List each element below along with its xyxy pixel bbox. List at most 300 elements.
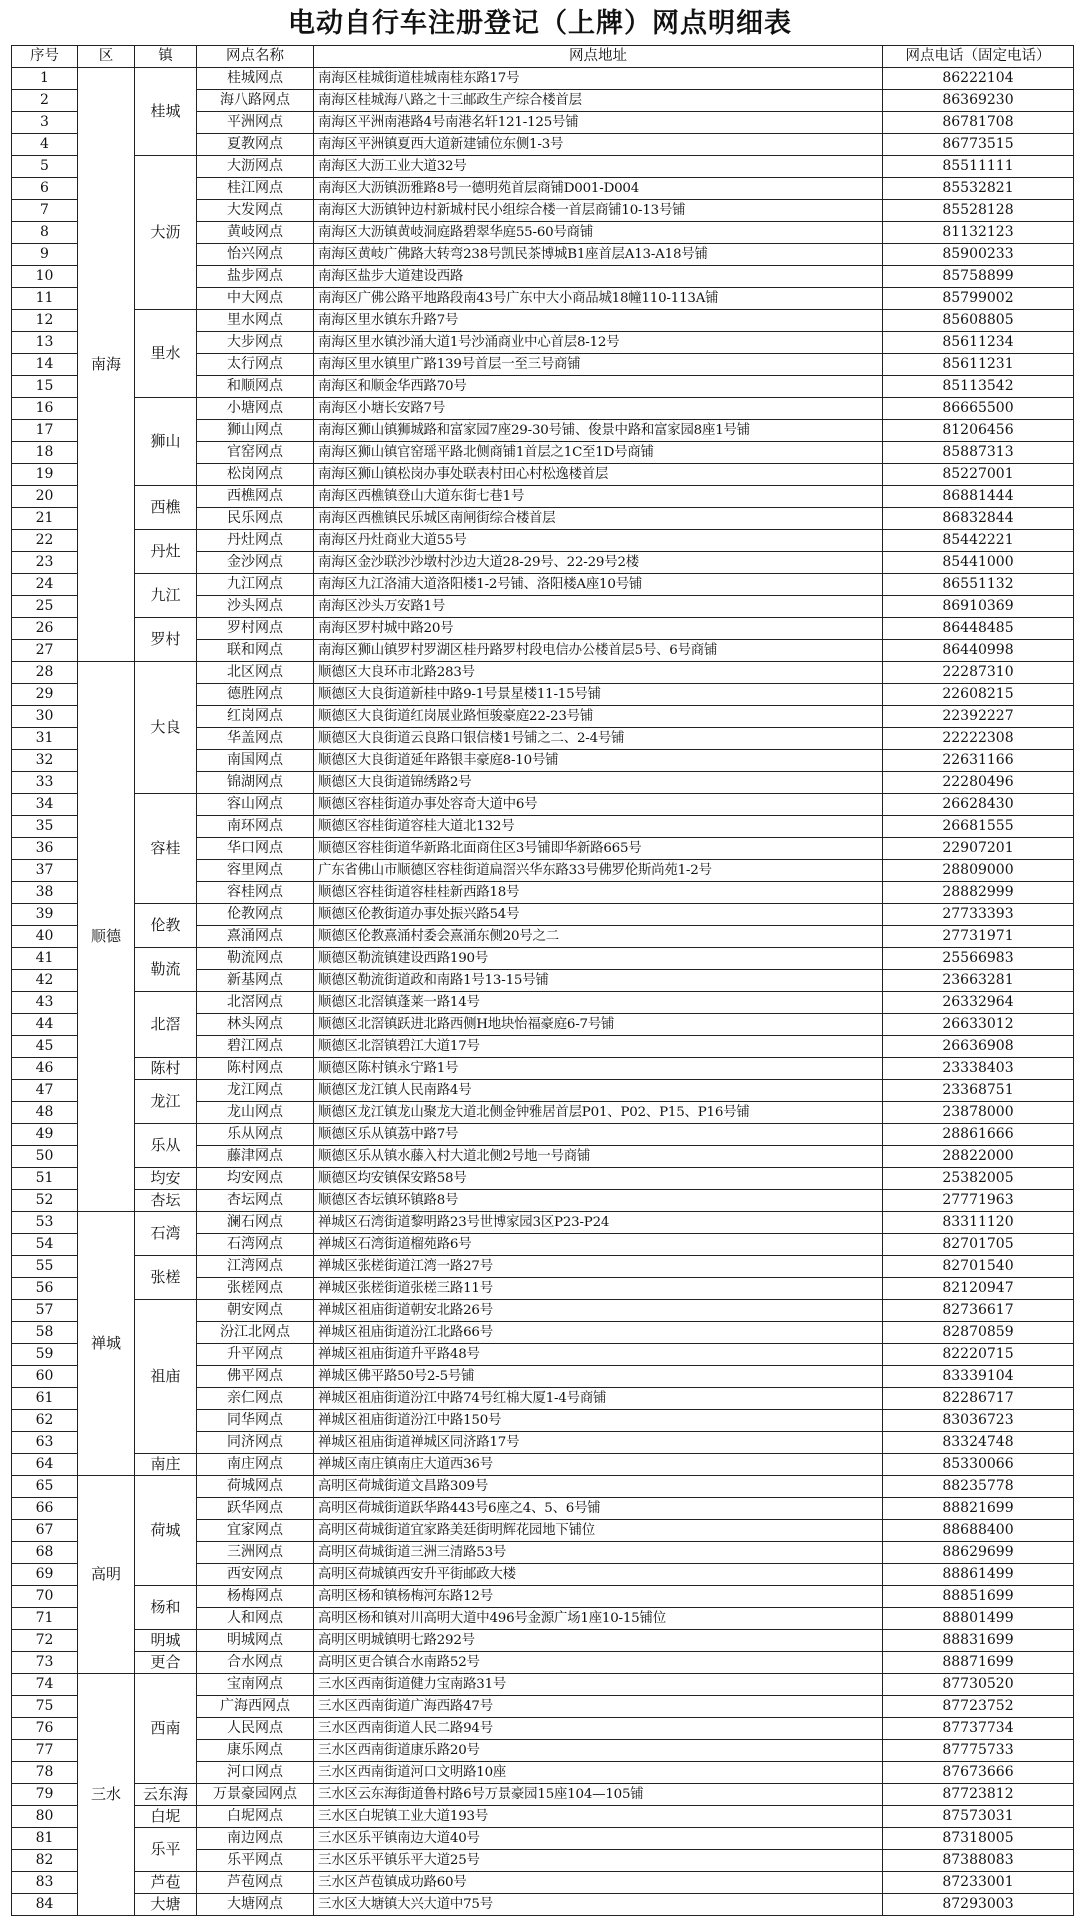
row-index: 78 — [12, 1762, 78, 1784]
outlet-phone: 88821699 — [883, 1498, 1074, 1520]
outlet-address: 南海区广佛公路平地路段南43号广东中大小商品城18幢110-113A铺 — [314, 288, 883, 310]
outlet-phone: 85330066 — [883, 1454, 1074, 1476]
outlet-phone: 85528128 — [883, 200, 1074, 222]
row-index: 11 — [12, 288, 78, 310]
outlet-address: 三水区白坭镇工业大道193号 — [314, 1806, 883, 1828]
outlet-phone: 83311120 — [883, 1212, 1074, 1234]
outlet-address: 顺德区勒流街道政和南路1号13-15号铺 — [314, 970, 883, 992]
row-index: 36 — [12, 838, 78, 860]
table-row — [12, 1674, 1074, 1696]
row-index: 28 — [12, 662, 78, 684]
outlet-phone: 87737734 — [883, 1718, 1074, 1740]
town-cell: 均安 — [135, 1168, 197, 1190]
outlet-address: 顺德区大良街道锦绣路2号 — [314, 772, 883, 794]
row-index: 68 — [12, 1542, 78, 1564]
outlet-address: 顺德区大良街道红岗展业路恒骏豪庭22-23号铺 — [314, 706, 883, 728]
outlet-phone: 25382005 — [883, 1168, 1074, 1190]
town-cell: 丹灶 — [135, 530, 197, 574]
header-town: 镇 — [135, 46, 197, 68]
outlet-name: 金沙网点 — [197, 552, 314, 574]
outlet-phone: 28822000 — [883, 1146, 1074, 1168]
row-index: 10 — [12, 266, 78, 288]
outlet-address: 顺德区杏坛镇环镇路8号 — [314, 1190, 883, 1212]
outlet-address: 禅城区张槎街道张槎三路11号 — [314, 1278, 883, 1300]
table-row — [12, 1630, 1074, 1652]
district-cell: 南海 — [78, 68, 135, 662]
outlet-address: 顺德区容桂街道办事处容奇大道中6号 — [314, 794, 883, 816]
outlet-address: 南海区大沥工业大道32号 — [314, 156, 883, 178]
outlet-address: 南海区丹灶商业大道55号 — [314, 530, 883, 552]
outlet-phone: 22280496 — [883, 772, 1074, 794]
table-row — [12, 1212, 1074, 1234]
row-index: 34 — [12, 794, 78, 816]
row-index: 55 — [12, 1256, 78, 1278]
outlet-name: 盐步网点 — [197, 266, 314, 288]
row-index: 1 — [12, 68, 78, 90]
outlet-address: 禅城区祖庙街道汾江中路74号红棉大厦1-4号商铺 — [314, 1388, 883, 1410]
outlet-name: 黄岐网点 — [197, 222, 314, 244]
outlet-address: 顺德区大良环市北路283号 — [314, 662, 883, 684]
town-cell: 龙江 — [135, 1080, 197, 1124]
outlet-phone: 82120947 — [883, 1278, 1074, 1300]
outlet-phone: 82701540 — [883, 1256, 1074, 1278]
outlet-name: 明城网点 — [197, 1630, 314, 1652]
outlet-name: 白坭网点 — [197, 1806, 314, 1828]
table-row — [12, 1652, 1074, 1674]
table-row — [12, 530, 1074, 552]
outlet-address: 南海区桂城街道桂城南桂东路17号 — [314, 68, 883, 90]
outlet-name: 大塘网点 — [197, 1894, 314, 1916]
row-index: 70 — [12, 1586, 78, 1608]
outlet-address: 顺德区大良街道云良路口银信楼1号铺之二、2-4号铺 — [314, 728, 883, 750]
table-row — [12, 1894, 1074, 1916]
row-index: 30 — [12, 706, 78, 728]
outlet-name: 宝南网点 — [197, 1674, 314, 1696]
header-outlet-name: 网点名称 — [197, 46, 314, 68]
outlet-address: 禅城区祖庙街道汾江北路66号 — [314, 1322, 883, 1344]
row-index: 25 — [12, 596, 78, 618]
town-cell: 白坭 — [135, 1806, 197, 1828]
row-index: 49 — [12, 1124, 78, 1146]
outlet-phone: 81206456 — [883, 420, 1074, 442]
row-index: 43 — [12, 992, 78, 1014]
outlet-name: 狮山网点 — [197, 420, 314, 442]
outlet-phone: 85113542 — [883, 376, 1074, 398]
outlet-address: 南海区里水镇沙涌大道1号沙涌商业中心首层8-12号 — [314, 332, 883, 354]
row-index: 48 — [12, 1102, 78, 1124]
outlet-phone: 85611234 — [883, 332, 1074, 354]
town-cell: 大塘 — [135, 1894, 197, 1916]
outlet-address: 南海区九江洛浦大道洛阳楼1-2号铺、洛阳楼A座10号铺 — [314, 574, 883, 596]
town-cell: 南庄 — [135, 1454, 197, 1476]
row-index: 46 — [12, 1058, 78, 1080]
outlet-phone: 85799002 — [883, 288, 1074, 310]
outlet-phone: 87723752 — [883, 1696, 1074, 1718]
row-index: 71 — [12, 1608, 78, 1630]
outlet-name: 康乐网点 — [197, 1740, 314, 1762]
town-cell: 狮山 — [135, 398, 197, 486]
outlet-address: 高明区荷城街道文昌路309号 — [314, 1476, 883, 1498]
table-header-row — [12, 46, 1074, 68]
row-index: 76 — [12, 1718, 78, 1740]
outlet-name: 西安网点 — [197, 1564, 314, 1586]
outlet-phone: 85608805 — [883, 310, 1074, 332]
outlet-phone: 88851699 — [883, 1586, 1074, 1608]
outlet-phone: 86440998 — [883, 640, 1074, 662]
row-index: 69 — [12, 1564, 78, 1586]
outlet-phone: 87730520 — [883, 1674, 1074, 1696]
town-cell: 明城 — [135, 1630, 197, 1652]
outlet-address: 顺德区伦教熹涌村委会熹涌东侧20号之二 — [314, 926, 883, 948]
outlet-name: 北滘网点 — [197, 992, 314, 1014]
outlet-name: 乐平网点 — [197, 1850, 314, 1872]
outlet-address: 高明区杨和镇杨梅河东路12号 — [314, 1586, 883, 1608]
outlet-name: 河口网点 — [197, 1762, 314, 1784]
outlet-phone: 26332964 — [883, 992, 1074, 1014]
outlet-name: 怡兴网点 — [197, 244, 314, 266]
row-index: 37 — [12, 860, 78, 882]
outlet-name: 华口网点 — [197, 838, 314, 860]
outlet-phone: 85441000 — [883, 552, 1074, 574]
outlet-name: 大沥网点 — [197, 156, 314, 178]
outlet-name: 海八路网点 — [197, 90, 314, 112]
table-row — [12, 662, 1074, 684]
row-index: 2 — [12, 90, 78, 112]
outlet-address: 三水区西南街道广海西路47号 — [314, 1696, 883, 1718]
row-index: 6 — [12, 178, 78, 200]
outlet-address: 高明区荷城街道宜家路美廷街明辉花园地下铺位 — [314, 1520, 883, 1542]
town-cell: 石湾 — [135, 1212, 197, 1256]
town-cell: 里水 — [135, 310, 197, 398]
table-row — [12, 1586, 1074, 1608]
outlet-phone: 86222104 — [883, 68, 1074, 90]
outlet-name: 龙江网点 — [197, 1080, 314, 1102]
table-row — [12, 992, 1074, 1014]
outlet-address: 三水区云东海街道鲁村路6号万景豪园15座104—105铺 — [314, 1784, 883, 1806]
outlet-address: 南海区大沥镇沥雅路8号一德明苑首层商铺D001-D004 — [314, 178, 883, 200]
table-body — [12, 68, 1074, 1916]
table-row — [12, 1784, 1074, 1806]
outlet-name: 大步网点 — [197, 332, 314, 354]
outlet-address: 南海区大沥镇钟边村新城村民小组综合楼一首层商铺10-13号铺 — [314, 200, 883, 222]
outlet-phone: 86448485 — [883, 618, 1074, 640]
outlet-address: 南海区桂城海八路之十三邮政生产综合楼首层 — [314, 90, 883, 112]
outlet-address: 南海区西樵镇登山大道东街七巷1号 — [314, 486, 883, 508]
outlet-phone: 85532821 — [883, 178, 1074, 200]
outlet-name: 杏坛网点 — [197, 1190, 314, 1212]
outlet-name: 里水网点 — [197, 310, 314, 332]
outlet-name: 南庄网点 — [197, 1454, 314, 1476]
outlet-address: 南海区狮山镇狮城路和富家园7座29-30号铺、俊景中路和富家园8座1号铺 — [314, 420, 883, 442]
row-index: 53 — [12, 1212, 78, 1234]
outlet-address: 顺德区乐从镇水藤入村大道北侧2号地一号商铺 — [314, 1146, 883, 1168]
table-row — [12, 1454, 1074, 1476]
outlet-name: 容桂网点 — [197, 882, 314, 904]
outlet-phone: 87723812 — [883, 1784, 1074, 1806]
header-index: 序号 — [12, 46, 78, 68]
outlet-address: 高明区荷城街道三洲三清路53号 — [314, 1542, 883, 1564]
outlet-name: 德胜网点 — [197, 684, 314, 706]
outlet-name: 同华网点 — [197, 1410, 314, 1432]
row-index: 9 — [12, 244, 78, 266]
outlet-name: 熹涌网点 — [197, 926, 314, 948]
row-index: 19 — [12, 464, 78, 486]
town-cell: 芦苞 — [135, 1872, 197, 1894]
row-index: 65 — [12, 1476, 78, 1498]
table-row — [12, 1476, 1074, 1498]
table-row — [12, 618, 1074, 640]
outlet-phone: 88871699 — [883, 1652, 1074, 1674]
outlet-address: 高明区明城镇明七路292号 — [314, 1630, 883, 1652]
outlet-address: 顺德区容桂街道容桂桂新西路18号 — [314, 882, 883, 904]
outlet-address: 三水区大塘镇大兴大道中75号 — [314, 1894, 883, 1916]
table-row — [12, 1872, 1074, 1894]
outlet-phone: 87293003 — [883, 1894, 1074, 1916]
outlet-name: 和顺网点 — [197, 376, 314, 398]
outlet-address: 禅城区张槎街道江湾一路27号 — [314, 1256, 883, 1278]
row-index: 27 — [12, 640, 78, 662]
outlet-name: 升平网点 — [197, 1344, 314, 1366]
outlet-phone: 81132123 — [883, 222, 1074, 244]
table-row — [12, 1828, 1074, 1850]
outlet-name: 杨梅网点 — [197, 1586, 314, 1608]
town-cell: 九江 — [135, 574, 197, 618]
town-cell: 罗村 — [135, 618, 197, 662]
table-row — [12, 904, 1074, 926]
outlet-address: 顺德区龙江镇龙山聚龙大道北侧金钟雅居首层P01、P02、P15、P16号铺 — [314, 1102, 883, 1124]
outlet-phone: 22222308 — [883, 728, 1074, 750]
outlet-phone: 22392227 — [883, 706, 1074, 728]
outlet-phone: 23663281 — [883, 970, 1074, 992]
outlet-phone: 28882999 — [883, 882, 1074, 904]
outlet-name: 勒流网点 — [197, 948, 314, 970]
outlet-phone: 86910369 — [883, 596, 1074, 618]
outlet-phone: 26681555 — [883, 816, 1074, 838]
outlet-phone: 87318005 — [883, 1828, 1074, 1850]
row-index: 82 — [12, 1850, 78, 1872]
outlet-name: 南边网点 — [197, 1828, 314, 1850]
outlet-address: 广东省佛山市顺德区容桂街道扁滘兴华东路33号佛罗伦斯尚苑1-2号 — [314, 860, 883, 882]
row-index: 83 — [12, 1872, 78, 1894]
outlet-phone: 87573031 — [883, 1806, 1074, 1828]
outlet-name: 夏教网点 — [197, 134, 314, 156]
outlet-address: 顺德区北滘镇蓬莱一路14号 — [314, 992, 883, 1014]
outlet-name: 九江网点 — [197, 574, 314, 596]
table-row — [12, 1256, 1074, 1278]
table-row — [12, 1168, 1074, 1190]
town-cell: 云东海 — [135, 1784, 197, 1806]
outlet-phone: 82286717 — [883, 1388, 1074, 1410]
outlet-phone: 27771963 — [883, 1190, 1074, 1212]
outlet-name: 江湾网点 — [197, 1256, 314, 1278]
row-index: 61 — [12, 1388, 78, 1410]
row-index: 32 — [12, 750, 78, 772]
row-index: 42 — [12, 970, 78, 992]
town-cell: 大良 — [135, 662, 197, 794]
outlet-phone: 27733393 — [883, 904, 1074, 926]
outlet-address: 三水区西南街道河口文明路10座 — [314, 1762, 883, 1784]
row-index: 39 — [12, 904, 78, 926]
row-index: 75 — [12, 1696, 78, 1718]
town-cell: 桂城 — [135, 68, 197, 156]
outlet-phone: 86665500 — [883, 398, 1074, 420]
row-index: 16 — [12, 398, 78, 420]
outlet-phone: 82736617 — [883, 1300, 1074, 1322]
outlet-address: 禅城区祖庙街道禅城区同济路17号 — [314, 1432, 883, 1454]
header-outlet-address: 网点地址 — [314, 46, 883, 68]
outlet-name: 容山网点 — [197, 794, 314, 816]
row-index: 72 — [12, 1630, 78, 1652]
outlet-phone: 82220715 — [883, 1344, 1074, 1366]
outlet-address: 顺德区北滘镇跃进北路西侧H地块怡福豪庭6-7号铺 — [314, 1014, 883, 1036]
outlet-address: 南海区西樵镇民乐城区南闸街综合楼首层 — [314, 508, 883, 530]
table-row — [12, 1124, 1074, 1146]
outlet-address: 高明区更合镇合水南路52号 — [314, 1652, 883, 1674]
town-cell: 西樵 — [135, 486, 197, 530]
outlet-name: 广海西网点 — [197, 1696, 314, 1718]
header-district: 区 — [78, 46, 135, 68]
district-cell: 高明 — [78, 1476, 135, 1674]
row-index: 79 — [12, 1784, 78, 1806]
outlet-name: 松岗网点 — [197, 464, 314, 486]
outlet-name: 华盖网点 — [197, 728, 314, 750]
outlet-name: 桂江网点 — [197, 178, 314, 200]
row-index: 62 — [12, 1410, 78, 1432]
table-row — [12, 948, 1074, 970]
outlet-phone: 83324748 — [883, 1432, 1074, 1454]
district-cell: 禅城 — [78, 1212, 135, 1476]
outlet-name: 民乐网点 — [197, 508, 314, 530]
outlet-phone: 26636908 — [883, 1036, 1074, 1058]
row-index: 17 — [12, 420, 78, 442]
outlet-phone: 28861666 — [883, 1124, 1074, 1146]
outlet-phone: 87388083 — [883, 1850, 1074, 1872]
outlet-name: 跃华网点 — [197, 1498, 314, 1520]
outlet-name: 荷城网点 — [197, 1476, 314, 1498]
outlet-phone: 86551132 — [883, 574, 1074, 596]
outlet-address: 高明区杨和镇对川高明大道中496号金源广场1座10-15铺位 — [314, 1608, 883, 1630]
town-cell: 勒流 — [135, 948, 197, 992]
table-row — [12, 156, 1074, 178]
outlet-address: 南海区狮山镇松岗办事处联表村田心村松逸楼首层 — [314, 464, 883, 486]
outlet-phone: 87233001 — [883, 1872, 1074, 1894]
row-index: 7 — [12, 200, 78, 222]
row-index: 81 — [12, 1828, 78, 1850]
header-outlet-phone: 网点电话（固定电话） — [883, 46, 1074, 68]
town-cell: 祖庙 — [135, 1300, 197, 1454]
outlet-address: 禅城区石湾街道榴苑路6号 — [314, 1234, 883, 1256]
outlet-phone: 88629699 — [883, 1542, 1074, 1564]
table-row — [12, 68, 1074, 90]
outlet-name: 沙头网点 — [197, 596, 314, 618]
outlet-name: 新基网点 — [197, 970, 314, 992]
town-cell: 更合 — [135, 1652, 197, 1674]
row-index: 35 — [12, 816, 78, 838]
table-row — [12, 574, 1074, 596]
outlet-phone: 86832844 — [883, 508, 1074, 530]
outlet-address: 禅城区祖庙街道朝安北路26号 — [314, 1300, 883, 1322]
outlet-name: 佛平网点 — [197, 1366, 314, 1388]
outlet-name: 联和网点 — [197, 640, 314, 662]
outlet-name: 平洲网点 — [197, 112, 314, 134]
row-index: 24 — [12, 574, 78, 596]
row-index: 77 — [12, 1740, 78, 1762]
row-index: 67 — [12, 1520, 78, 1542]
table-row — [12, 1058, 1074, 1080]
table-row — [12, 1080, 1074, 1102]
outlet-phone: 85887313 — [883, 442, 1074, 464]
outlet-name: 南环网点 — [197, 816, 314, 838]
outlet-phone: 25566983 — [883, 948, 1074, 970]
outlet-address: 南海区大沥镇黄岐洞庭路碧翠华庭55-60号商铺 — [314, 222, 883, 244]
outlet-name: 藤津网点 — [197, 1146, 314, 1168]
row-index: 15 — [12, 376, 78, 398]
row-index: 80 — [12, 1806, 78, 1828]
outlet-table — [11, 45, 1074, 1916]
outlet-address: 顺德区勒流镇建设西路190号 — [314, 948, 883, 970]
outlet-phone: 22907201 — [883, 838, 1074, 860]
row-index: 84 — [12, 1894, 78, 1916]
town-cell: 大沥 — [135, 156, 197, 310]
row-index: 74 — [12, 1674, 78, 1696]
outlet-phone: 83036723 — [883, 1410, 1074, 1432]
outlet-name: 人民网点 — [197, 1718, 314, 1740]
outlet-address: 禅城区祖庙街道升平路48号 — [314, 1344, 883, 1366]
row-index: 13 — [12, 332, 78, 354]
outlet-address: 南海区平洲南港路4号南港名轩121-125号铺 — [314, 112, 883, 134]
row-index: 12 — [12, 310, 78, 332]
outlet-name: 容里网点 — [197, 860, 314, 882]
outlet-address: 三水区西南街道康乐路20号 — [314, 1740, 883, 1762]
row-index: 41 — [12, 948, 78, 970]
outlet-address: 南海区金沙联沙沙墩村沙边大道28-29号、22-29号2楼 — [314, 552, 883, 574]
row-index: 64 — [12, 1454, 78, 1476]
row-index: 23 — [12, 552, 78, 574]
town-cell: 荷城 — [135, 1476, 197, 1586]
outlet-address: 三水区乐平镇乐平大道25号 — [314, 1850, 883, 1872]
table-row — [12, 486, 1074, 508]
outlet-phone: 82870859 — [883, 1322, 1074, 1344]
outlet-phone: 85442221 — [883, 530, 1074, 552]
outlet-name: 锦湖网点 — [197, 772, 314, 794]
district-cell: 三水 — [78, 1674, 135, 1916]
outlet-phone: 22608215 — [883, 684, 1074, 706]
row-index: 58 — [12, 1322, 78, 1344]
outlet-address: 禅城区南庄镇南庄大道西36号 — [314, 1454, 883, 1476]
outlet-address: 顺德区北滘镇碧江大道17号 — [314, 1036, 883, 1058]
table-row — [12, 1300, 1074, 1322]
town-cell: 杨和 — [135, 1586, 197, 1630]
outlet-name: 西樵网点 — [197, 486, 314, 508]
row-index: 38 — [12, 882, 78, 904]
town-cell: 容桂 — [135, 794, 197, 904]
outlet-phone: 26628430 — [883, 794, 1074, 816]
row-index: 51 — [12, 1168, 78, 1190]
row-index: 29 — [12, 684, 78, 706]
row-index: 63 — [12, 1432, 78, 1454]
outlet-phone: 22287310 — [883, 662, 1074, 684]
outlet-phone: 87775733 — [883, 1740, 1074, 1762]
row-index: 44 — [12, 1014, 78, 1036]
town-cell: 陈村 — [135, 1058, 197, 1080]
outlet-name: 官窑网点 — [197, 442, 314, 464]
row-index: 45 — [12, 1036, 78, 1058]
outlet-phone: 22631166 — [883, 750, 1074, 772]
outlet-name: 中大网点 — [197, 288, 314, 310]
outlet-name: 桂城网点 — [197, 68, 314, 90]
outlet-address: 南海区盐步大道建设西路 — [314, 266, 883, 288]
row-index: 47 — [12, 1080, 78, 1102]
